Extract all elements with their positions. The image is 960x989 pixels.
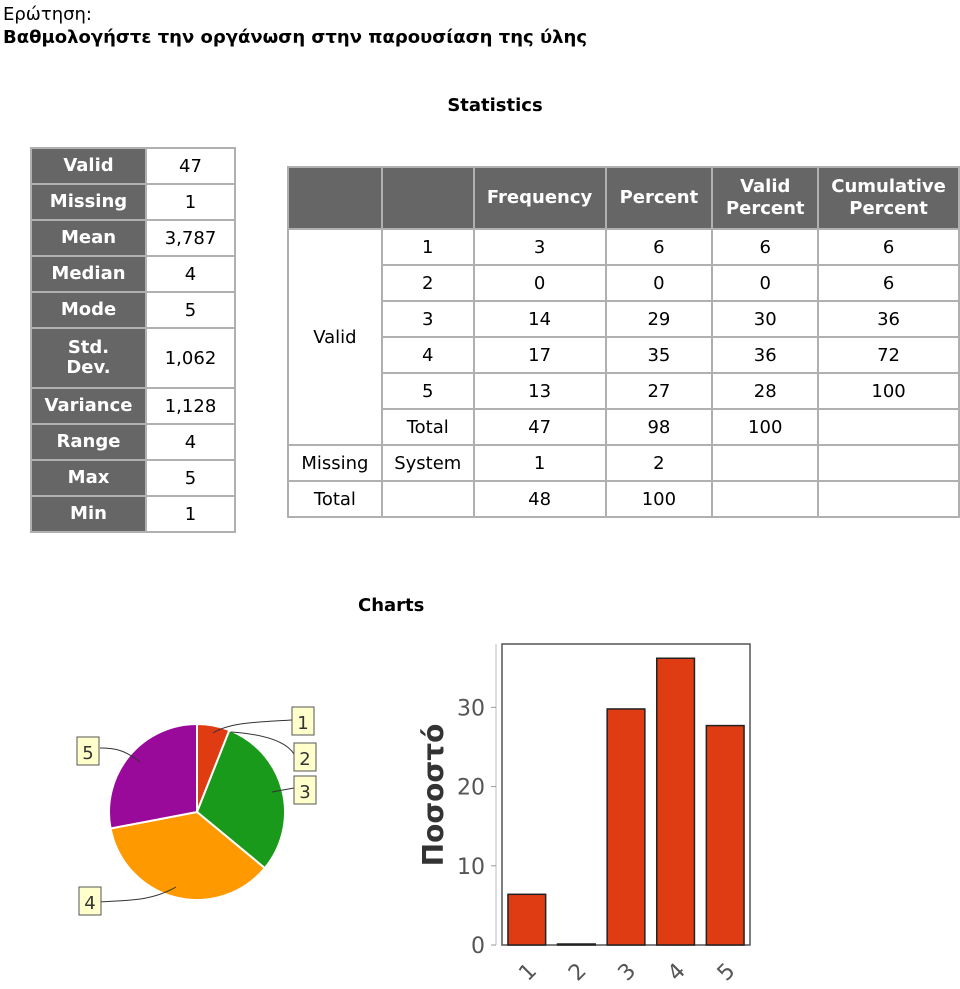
cell-valid-percent: 36 [712, 337, 818, 373]
pie-label-5 [77, 737, 99, 765]
stats-value: 4 [146, 256, 235, 292]
x-tick-label: 1 [514, 958, 542, 987]
stats-value: 4 [146, 424, 235, 460]
table-row [288, 337, 959, 373]
cell-frequency: 17 [474, 337, 606, 373]
stats-label: Max [31, 460, 146, 496]
y-tick-label: 0 [471, 934, 485, 959]
cell-valid-percent [712, 445, 818, 481]
stats-label-line1: Std. [67, 337, 110, 358]
cell-category: Total [382, 409, 474, 445]
table-row [288, 445, 959, 481]
table-row [288, 481, 959, 517]
header-frequency: Frequency [474, 167, 606, 229]
pie-chart [0, 640, 400, 970]
stats-label: Mean [31, 220, 146, 256]
frequency-header-row [288, 167, 959, 229]
header-blank [382, 167, 474, 229]
stats-row [31, 496, 235, 532]
stats-value: 1,062 [146, 328, 235, 388]
stats-row [31, 256, 235, 292]
cell-category: 4 [382, 337, 474, 373]
pie-label-1 [292, 707, 314, 735]
stats-value: 5 [146, 460, 235, 496]
cell-cumulative [818, 481, 959, 517]
header-cumulative-line2: Percent [849, 198, 928, 219]
cell-valid-percent: 0 [712, 265, 818, 301]
cell-category: 3 [382, 301, 474, 337]
statistics-table [30, 147, 236, 533]
pie-label-text: 5 [82, 743, 94, 764]
header-cumulative-line1: Cumulative [831, 176, 946, 197]
cell-cumulative: 6 [818, 229, 959, 265]
x-tick-label: 4 [663, 958, 691, 987]
charts-title: Charts [358, 595, 425, 616]
stats-label [31, 328, 146, 388]
cell-percent: 98 [606, 409, 713, 445]
cell-frequency: 3 [474, 229, 606, 265]
stats-value: 3,787 [146, 220, 235, 256]
bar-3 [607, 709, 645, 945]
cell-frequency: 13 [474, 373, 606, 409]
x-tick-label: 2 [564, 958, 592, 987]
cell-valid-percent: 100 [712, 409, 818, 445]
cell-cumulative [818, 409, 959, 445]
stats-label: Valid [31, 148, 146, 184]
bar-1 [508, 894, 546, 945]
cell-category: 5 [382, 373, 474, 409]
pie-slice-5 [109, 724, 197, 828]
bar-chart [405, 640, 760, 989]
x-tick-label: 5 [712, 958, 741, 987]
stats-row [31, 220, 235, 256]
pie-slices [109, 724, 285, 900]
stats-row [31, 148, 235, 184]
table-row [288, 409, 959, 445]
cell-percent: 0 [606, 265, 713, 301]
question-label: Ερώτηση: [3, 4, 92, 25]
cell-category: System [382, 445, 474, 481]
stats-label: Mode [31, 292, 146, 328]
y-axis-label: Ποσοστό [417, 723, 450, 867]
y-tick-label: 20 [457, 775, 485, 801]
table-row [288, 301, 959, 337]
stats-value: 1,128 [146, 388, 235, 424]
pie-label-text: 1 [297, 713, 309, 734]
cell-percent: 2 [606, 445, 713, 481]
stats-row [31, 184, 235, 220]
y-tick-label: 10 [457, 854, 485, 880]
y-tick-label: 30 [457, 696, 485, 722]
cell-frequency: 48 [474, 481, 606, 517]
cell-percent: 35 [606, 337, 713, 373]
cell-valid-percent: 30 [712, 301, 818, 337]
cell-valid-percent: 6 [712, 229, 818, 265]
frequency-table [287, 166, 960, 518]
header-cumulative-percent [818, 167, 959, 229]
cell-frequency: 1 [474, 445, 606, 481]
total-label: Total [288, 481, 382, 517]
stats-row [31, 424, 235, 460]
cell-frequency: 14 [474, 301, 606, 337]
stats-value: 1 [146, 184, 235, 220]
statistics-title: Statistics [447, 95, 543, 116]
x-tick-label: 3 [613, 958, 642, 987]
cell-percent: 100 [606, 481, 713, 517]
stats-label: Variance [31, 388, 146, 424]
stats-label: Min [31, 496, 146, 532]
question-text: Βαθμολογήστε την οργάνωση στην παρουσίαση της ύλης [3, 27, 588, 48]
stats-value: 47 [146, 148, 235, 184]
cell-cumulative: 36 [818, 301, 959, 337]
cell-cumulative: 6 [818, 265, 959, 301]
cell-frequency: 0 [474, 265, 606, 301]
cell-frequency: 47 [474, 409, 606, 445]
cell-cumulative [818, 445, 959, 481]
cell-category: 1 [382, 229, 474, 265]
stats-value: 5 [146, 292, 235, 328]
stats-label: Missing [31, 184, 146, 220]
cell-category: 2 [382, 265, 474, 301]
bar-5 [706, 726, 744, 945]
cell-percent: 27 [606, 373, 713, 409]
cell-category [382, 481, 474, 517]
header-percent: Percent [606, 167, 713, 229]
valid-group-label: Valid [288, 229, 382, 445]
table-row [288, 229, 959, 265]
bar-2 [558, 944, 596, 945]
stats-row [31, 460, 235, 496]
cell-cumulative: 72 [818, 337, 959, 373]
x-axis-ticks [514, 959, 740, 987]
header-blank [288, 167, 382, 229]
cell-cumulative: 100 [818, 373, 959, 409]
pie-label-3 [294, 776, 316, 804]
pie-label-text: 2 [299, 749, 311, 770]
header-valid-percent-line1: Valid [740, 176, 791, 197]
header-valid-percent [712, 167, 818, 229]
table-row [288, 373, 959, 409]
stats-label-line2: Dev. [66, 357, 111, 378]
cell-percent: 29 [606, 301, 713, 337]
pie-label-text: 3 [299, 782, 311, 803]
y-axis-ticks [457, 696, 496, 959]
stats-value: 1 [146, 496, 235, 532]
missing-label: Missing [288, 445, 382, 481]
stats-label: Median [31, 256, 146, 292]
bar-4 [657, 658, 695, 945]
pie-label-4 [79, 887, 101, 915]
stats-label: Range [31, 424, 146, 460]
pie-label-2 [294, 743, 316, 771]
table-row [288, 265, 959, 301]
header-valid-percent-line2: Percent [725, 198, 805, 219]
cell-valid-percent [712, 481, 818, 517]
pie-label-text: 4 [84, 893, 96, 914]
stats-row [31, 328, 235, 388]
stats-row [31, 292, 235, 328]
cell-percent: 6 [606, 229, 713, 265]
stats-row [31, 388, 235, 424]
cell-valid-percent: 28 [712, 373, 818, 409]
